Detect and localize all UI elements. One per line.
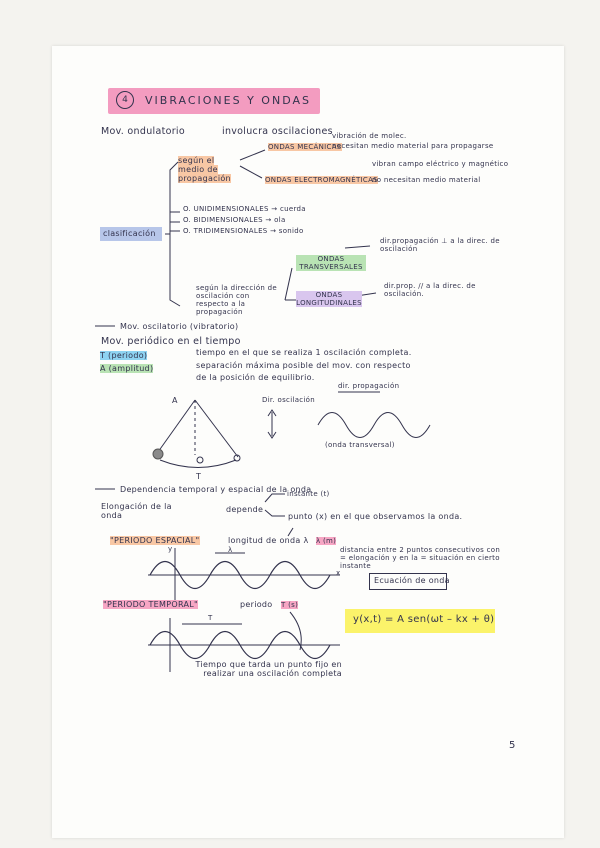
periodo-espacial: "PERIODO ESPACIAL" bbox=[110, 536, 200, 545]
graph-lambda-label: λ bbox=[228, 546, 233, 554]
involucra-oscilaciones: involucra oscilaciones bbox=[222, 126, 333, 137]
brace-upper bbox=[165, 162, 178, 234]
lambda-unit: λ (m) bbox=[316, 537, 337, 545]
ecuacion-de-onda: y(x,t) = A sen(ωt – kx + θ) bbox=[353, 614, 495, 625]
ondas-longitudinales: ONDAS LONGITUDINALES bbox=[296, 291, 362, 308]
page-number: 5 bbox=[509, 740, 516, 751]
dimension-uni: O. UNIDIMENSIONALES → cuerda bbox=[183, 205, 306, 213]
mov-periodico: Mov. periódico en el tiempo bbox=[101, 336, 241, 347]
mov-oscilatorio: Mov. oscilatorio (vibratorio) bbox=[120, 322, 239, 331]
electro-note-2: no necesitan medio material bbox=[372, 176, 481, 184]
mov-ondulatorio: Mov. ondulatorio bbox=[101, 126, 185, 137]
mecanicas-note-2: necesitan medio material para propagarse bbox=[332, 142, 494, 150]
distancia-note: distancia entre 2 puntos consecutivos con = elongación y en la = situación en cierto instante bbox=[340, 546, 501, 571]
clasificacion-label: clasificación bbox=[103, 229, 156, 238]
segun-medio: según el medio de propagación bbox=[178, 156, 231, 184]
tiempo-note: Tiempo que tarda un punto fijo en realizar una oscilación completa bbox=[195, 660, 342, 679]
pendulum-T-label: T bbox=[196, 472, 202, 481]
longitudinal-note: dir.prop. // a la direc. de oscilación. bbox=[384, 282, 476, 299]
periodo-temporal: "PERIODO TEMPORAL" bbox=[103, 600, 198, 609]
amplitud-label: A (amplitud) bbox=[100, 364, 154, 373]
dimension-bi: O. BIDIMENSIONALES → ola bbox=[183, 216, 286, 224]
graph-y-label: y bbox=[168, 545, 173, 553]
periodo-definition: tiempo en el que se realiza 1 oscilación completa. bbox=[196, 348, 412, 357]
amplitud-definition-2: de la posición de equilibrio. bbox=[196, 373, 315, 382]
brace-lower bbox=[170, 234, 180, 306]
amplitud-definition-1: separación máxima posible del mov. con respecto bbox=[196, 361, 411, 370]
instante-label: instante (t) bbox=[287, 490, 330, 498]
segun-direccion: según la dirección de oscilación con respecto a la propagación bbox=[196, 284, 278, 317]
periodo-label: T (periodo) bbox=[100, 351, 148, 360]
depende-label: depende bbox=[226, 505, 264, 514]
periodo-word: periodo bbox=[240, 600, 273, 609]
mecanicas-note-1: vibración de molec. bbox=[332, 132, 407, 140]
transversal-note: dir.propagación ⊥ a la direc. de oscilación bbox=[380, 237, 500, 254]
electro-note-1: vibran campo eléctrico y magnético bbox=[372, 160, 509, 168]
dir-oscilacion-label: Dir. oscilación bbox=[262, 396, 315, 404]
pendulum-A-label: A bbox=[172, 396, 178, 405]
ondas-transversales: ONDAS TRANSVERSALES bbox=[296, 255, 366, 271]
onda-transversal-label: (onda transversal) bbox=[325, 441, 395, 449]
page-title: VIBRACIONES Y ONDAS bbox=[145, 94, 311, 107]
graph-T-label: T bbox=[208, 614, 213, 622]
punto-label: punto (x) en el que observamos la onda. bbox=[288, 512, 463, 521]
dir-propagacion-label: dir. propagación bbox=[338, 382, 400, 390]
dimension-tri: O. TRIDIMENSIONALES → sonido bbox=[183, 227, 304, 235]
graph-x-label: x bbox=[336, 569, 341, 577]
ecuacion-title: Ecuación de onda bbox=[374, 576, 450, 585]
elongacion-label: Elongación de la onda bbox=[101, 502, 172, 521]
dependencia-heading: Dependencia temporal y espacial de la onda bbox=[120, 485, 312, 494]
T-unit: T (s) bbox=[281, 601, 299, 609]
ondas-mecanicas: ONDAS MECÁNICAS bbox=[268, 143, 342, 151]
longitud-onda: longitud de onda λ bbox=[228, 536, 309, 545]
ondas-electromagneticas: ONDAS ELECTROMAGNÉTICAS bbox=[265, 176, 378, 184]
section-number: 4 bbox=[116, 91, 134, 109]
